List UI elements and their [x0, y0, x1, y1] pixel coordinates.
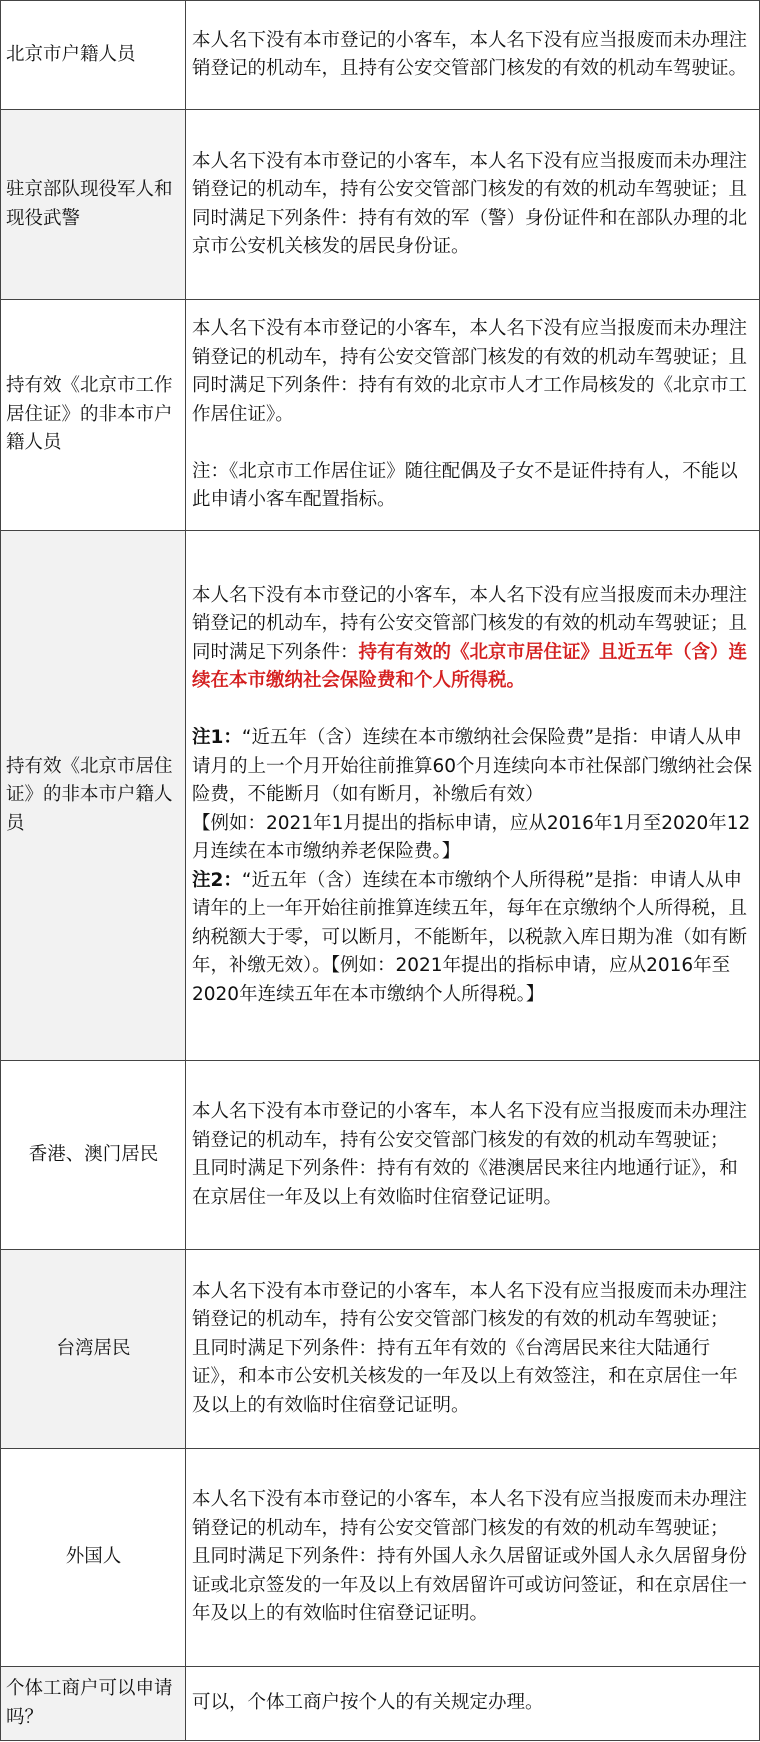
- requirement-conditions: 且同时满足下列条件：持有外国人永久居留证或外国人永久居留身份证或北京签发的一年及以上有效居留许可或访问签证，和在京居住一年及以上的有效临时住宿登记证明。: [192, 1546, 748, 1625]
- note-2-label: 注2：: [192, 869, 242, 891]
- table-row: [1, 531, 760, 1061]
- table-row: [1, 1, 760, 110]
- note-2-text: “近五年（含）连续在本市缴纳个人所得税”是指：申请人从申请年的上一年开始往前推算连续五年，每年在京缴纳个人所得税，且纳税额大于零，可以断月，不能断年，以税款入库日期为准（如有断年，补缴无效）。【例如：2021年提出的指标申请，应从2016年至2020年连续五年在本市缴纳个人所得税。】: [192, 869, 748, 1005]
- requirement-highlight: 持有有效的《北京市居住证》且近五年（含）连续在本市缴纳社会保险费和个人所得税。: [192, 641, 748, 692]
- requirement-cell: [186, 1667, 760, 1741]
- category-cell: 台湾居民: [1, 1250, 186, 1449]
- example-1: 【例如：2021年1月提出的指标申请，应从2016年1月至2020年12月连续在本市缴纳养老保险费。】: [192, 812, 751, 863]
- table-row: [1, 1250, 760, 1449]
- requirement-cell: [186, 531, 760, 1061]
- category-cell: 香港、澳门居民: [1, 1061, 186, 1250]
- requirement-text: 本人名下没有本市登记的小客车，本人名下没有应当报废而未办理注销登记的机动车，持有公安交管部门核发的有效的机动车驾驶证；: [192, 1101, 748, 1151]
- note-1: [192, 724, 753, 810]
- requirement-cell: [186, 1250, 760, 1449]
- requirement-text: 本人名下没有本市登记的小客车，本人名下没有应当报废而未办理注销登记的机动车，持有公安交管部门核发的有效的机动车驾驶证；: [192, 1489, 748, 1539]
- category-cell: 北京市户籍人员: [1, 1, 186, 110]
- requirement-cell: [186, 1061, 760, 1250]
- requirement-text: 可以，个体工商户按个人的有关规定办理。: [192, 1692, 544, 1714]
- requirement-cell: [186, 1, 760, 110]
- table-row: [1, 1667, 760, 1741]
- table-row: [1, 1449, 760, 1667]
- category-cell: 个体工商户可以申请吗？: [1, 1667, 186, 1741]
- requirement-cell: [186, 110, 760, 300]
- requirement-cell: [186, 1449, 760, 1667]
- requirement-note: 注：《北京市工作居住证》随往配偶及子女不是证件持有人，不能以此申请小客车配置指标。: [192, 460, 738, 511]
- requirement-conditions: 且同时满足下列条件：持有有效的《港澳居民来往内地通行证》，和在京居住一年及以上有效临时住宿登记证明。: [192, 1158, 738, 1208]
- requirement-cell: [186, 300, 760, 531]
- requirement-text: 本人名下没有本市登记的小客车，本人名下没有应当报废而未办理注销登记的机动车，且持有公安交管部门核发的有效的机动车驾驶证。: [192, 29, 748, 79]
- note-2: [192, 867, 753, 1010]
- requirement-text: 本人名下没有本市登记的小客车，本人名下没有应当报废而未办理注销登记的机动车，持有公安交管部门核发的有效的机动车驾驶证；且同时满足下列条件：持有有效的北京市人才工作局核发的《北京市工作居住证》。: [192, 318, 748, 425]
- category-cell: 持有效《北京市工作居住证》的非本市户籍人员: [1, 300, 186, 531]
- requirement-text: [192, 582, 753, 696]
- table-row: [1, 110, 760, 300]
- table-row: [1, 1061, 760, 1250]
- note-1-label: 注1：: [192, 727, 242, 749]
- requirement-conditions: 且同时满足下列条件：持有五年有效的《台湾居民来往大陆通行证》，和本市公安机关核发的一年及以上有效签注，和在京居住一年及以上的有效临时住宿登记证明。: [192, 1337, 738, 1416]
- requirement-text: 本人名下没有本市登记的小客车，本人名下没有应当报废而未办理注销登记的机动车，持有公安交管部门核发的有效的机动车驾驶证；且同时满足下列条件：持有有效的军（警）身份证件和在部队办理的北京市公安机关核发的居民身份证。: [192, 150, 748, 257]
- category-cell: 驻京部队现役军人和现役武警: [1, 110, 186, 300]
- note-1-text: “近五年（含）连续在本市缴纳社会保险费”是指：申请人从申请月的上一个月开始往前推算60个月连续向本市社保部门缴纳社会保险费，不能断月（如有断月，补缴后有效）: [192, 727, 753, 806]
- category-cell: 外国人: [1, 1449, 186, 1667]
- requirement-text: 本人名下没有本市登记的小客车，本人名下没有应当报废而未办理注销登记的机动车，持有公安交管部门核发的有效的机动车驾驶证；: [192, 1280, 748, 1331]
- requirement-text-lead: 本人名下没有本市登记的小客车，本人名下没有应当报废而未办理注销登记的机动车，持有公安交管部门核发的有效的机动车驾驶证；且同时满足下列条件：: [192, 584, 748, 663]
- table-row: [1, 300, 760, 531]
- category-cell: 持有效《北京市居住证》的非本市户籍人员: [1, 531, 186, 1061]
